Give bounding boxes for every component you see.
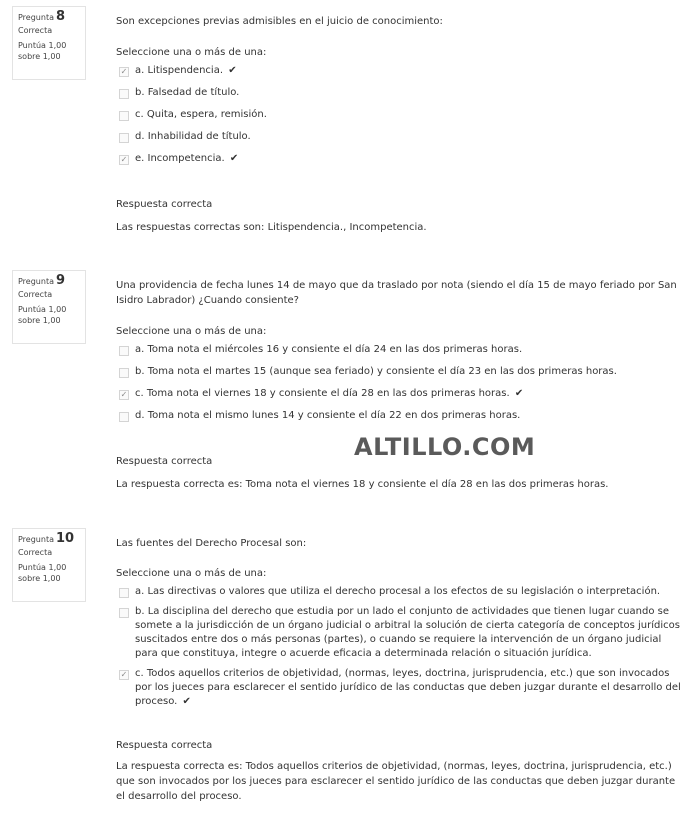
option-text: e. Incompetencia. (135, 153, 225, 164)
answer-option[interactable] (116, 152, 686, 166)
option-text: d. Toma nota el mismo lunes 14 y consiente el día 22 en dos primeras horas. (135, 410, 521, 421)
answer-options (116, 64, 686, 166)
checkbox[interactable]: ✓ (120, 155, 128, 164)
question-number: 10 (55, 531, 75, 546)
checkbox[interactable] (119, 608, 129, 618)
answer-option[interactable] (116, 64, 686, 78)
question-label: Pregunta (18, 13, 54, 22)
option-text: d. Inhabilidad de título. (135, 131, 251, 142)
answer-option[interactable] (116, 365, 686, 379)
checkbox[interactable] (119, 588, 129, 598)
question-label: Pregunta (18, 277, 54, 286)
question-text: Son excepciones previas admisibles en el juicio de conocimiento: (116, 16, 443, 27)
option-text: c. Quita, espera, remisión. (135, 109, 267, 120)
checkbox[interactable] (119, 368, 129, 378)
answer-option[interactable] (116, 667, 686, 709)
question-label-row (18, 275, 80, 288)
question-info-box (12, 6, 86, 80)
checkbox[interactable]: ✓ (120, 390, 128, 399)
answer-prompt: Seleccione una o más de una: (116, 47, 267, 58)
option-text: a. Litispendencia. (135, 65, 224, 76)
question-text: Las fuentes del Derecho Procesal son: (116, 538, 307, 549)
answer-option[interactable] (116, 387, 686, 401)
answer-option[interactable] (116, 409, 686, 423)
feedback-text: La respuesta correcta es: Todos aquellos criterios de objetividad, (normas, leyes, doctrina, jurisprudencia, etc.) que son invocados por los jueces para esclarecer el sentido jurídico de las conductas que deben juzgar durante el desarrollo del proceso. (116, 761, 676, 802)
feedback-title: Respuesta correcta (116, 740, 213, 751)
question-text: Una providencia de fecha lunes 14 de mayo que da traslado por nota (siendo el día 15 de mayo feriado por San Isidro Labrador) ¿Cuando consiente? (116, 280, 677, 306)
feedback-title: Respuesta correcta (116, 199, 213, 210)
answer-option[interactable] (116, 86, 686, 100)
question-content (116, 14, 686, 235)
question-state: Correcta (18, 26, 53, 35)
question-grade: Puntúa 1,00 sobre 1,00 (18, 41, 67, 61)
option-text: c. Toma nota el viernes 18 y consiente el día 28 en las dos primeras horas. (135, 388, 510, 399)
option-text: a. Toma nota el miércoles 16 y consiente el día 24 en las dos primeras horas. (135, 344, 523, 355)
correct-tick-icon: ✔ (229, 153, 239, 164)
option-text: a. Las directivas o valores que utiliza el derecho procesal a los efectos de su legislación o interpretación. (135, 586, 661, 597)
checkbox[interactable] (119, 346, 129, 356)
question-label-row (18, 11, 80, 24)
answer-prompt: Seleccione una o más de una: (116, 568, 267, 579)
question-label: Pregunta (18, 535, 54, 544)
question-info-box (12, 528, 86, 602)
question-grade: Puntúa 1,00 sobre 1,00 (18, 563, 67, 583)
answer-options (116, 343, 686, 423)
option-text: b. La disciplina del derecho que estudia por un lado el conjunto de actividades que tienen lugar cuando se somete a la jurisdicción de un órgano judicial o arbitral la solución de cierta categoría de conceptos jurídicos suscitados entre dos o más personas (partes), o cuando se requiere la intervención de un órgano judicial para que constituya, integre o acuerde eficacia a determinada relación o situación jurídica. (135, 606, 680, 659)
answer-option[interactable] (116, 605, 686, 661)
feedback-text: La respuesta correcta es: Toma nota el viernes 18 y consiente el día 28 en las dos primeras horas. (116, 479, 609, 490)
checkbox[interactable]: ✓ (120, 670, 128, 679)
answer-option[interactable] (116, 130, 686, 144)
checkbox[interactable] (119, 89, 129, 99)
option-text: b. Falsedad de título. (135, 87, 240, 98)
watermark-logo: ALTILLO.COM (354, 433, 536, 461)
answer-option[interactable] (116, 108, 686, 122)
question-grade: Puntúa 1,00 sobre 1,00 (18, 305, 67, 325)
checkbox[interactable] (119, 133, 129, 143)
question-content (116, 536, 686, 804)
correct-tick-icon: ✔ (514, 388, 524, 399)
answer-option[interactable] (116, 585, 686, 599)
question-number: 8 (55, 9, 66, 24)
option-text: c. Todos aquellos criterios de objetividad, (normas, leyes, doctrina, jurisprudencia, etc.) que son invocados por los jueces para esclarecer el sentido jurídico de las conductas que deben juzgar durante el desarrollo del proceso. (135, 668, 681, 707)
feedback-title: Respuesta correcta (116, 456, 213, 467)
answer-prompt: Seleccione una o más de una: (116, 326, 267, 337)
question-info-box (12, 270, 86, 344)
answer-option[interactable] (116, 343, 686, 357)
question-state: Correcta (18, 290, 53, 299)
correct-tick-icon: ✔ (182, 696, 191, 707)
checkbox[interactable] (119, 412, 129, 422)
question-number: 9 (55, 273, 66, 288)
question-label-row (18, 533, 80, 546)
checkbox[interactable] (119, 111, 129, 121)
question-state: Correcta (18, 548, 53, 557)
checkbox[interactable]: ✓ (120, 67, 128, 76)
answer-options (116, 585, 686, 709)
option-text: b. Toma nota el martes 15 (aunque sea feriado) y consiente el día 23 en las dos primeras horas. (135, 366, 617, 377)
correct-tick-icon: ✔ (228, 65, 237, 76)
feedback-text: Las respuestas correctas son: Litispendencia., Incompetencia. (116, 222, 427, 233)
